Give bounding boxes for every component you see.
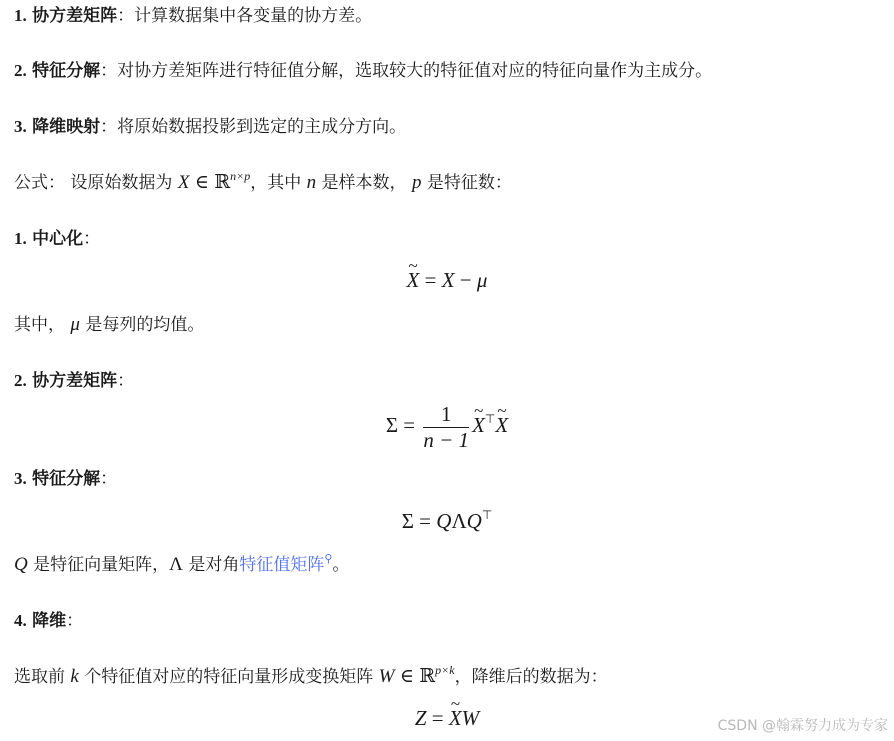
eq3-q: Q bbox=[436, 509, 452, 533]
step-3-number: 3. bbox=[14, 117, 27, 136]
eq3-lambda: Λ bbox=[451, 509, 467, 533]
eq2-sigma: Σ bbox=[385, 412, 399, 437]
math-n: n bbox=[306, 172, 317, 193]
section-1-heading bbox=[14, 227, 100, 251]
step-3-sep: ： bbox=[100, 117, 118, 137]
formula-intro-text-4: 是特征数： bbox=[426, 173, 512, 193]
watermark: CSDN @翰霖努力成为专家 bbox=[717, 718, 888, 734]
step-1-number: 1. bbox=[14, 6, 27, 25]
note-4-text-2: 个特征值对应的特征向量形成变换矩阵 bbox=[84, 667, 374, 687]
note-1-text-2: 是每列的均值。 bbox=[85, 315, 205, 335]
equation-centering bbox=[0, 268, 894, 293]
step-3 bbox=[14, 115, 406, 139]
note-4-text-1: 选取前 bbox=[14, 667, 65, 687]
note-3-text-3: 。 bbox=[332, 555, 350, 575]
section-2-heading bbox=[14, 369, 134, 393]
eq4-z: Z bbox=[414, 706, 427, 730]
math-mu: μ bbox=[70, 314, 80, 335]
note-3-text-2: 是对角 bbox=[188, 555, 240, 575]
math-w: W bbox=[378, 666, 395, 687]
step-3-title: 降维映射 bbox=[32, 117, 101, 137]
equation-eigen bbox=[0, 509, 894, 534]
section-4-number: 4. bbox=[14, 611, 27, 630]
step-2 bbox=[14, 59, 712, 83]
note-3-text-1: 是特征向量矩阵， bbox=[33, 555, 170, 575]
note-4-text-3: ，降维后的数据为： bbox=[454, 667, 608, 687]
math-dim: n×p bbox=[230, 169, 251, 183]
step-2-text: 对协方差矩阵进行特征值分解，选取较大的特征值对应的特征向量作为主成分。 bbox=[117, 61, 713, 81]
section-1-number: 1. bbox=[14, 229, 27, 248]
section-1-sep: ： bbox=[83, 229, 101, 249]
step-3-text: 将原始数据投影到选定的主成分方向。 bbox=[117, 117, 407, 137]
section-2-title: 协方差矩阵 bbox=[32, 371, 118, 391]
formula-intro-text-2: ，其中 bbox=[250, 173, 302, 193]
math-q: Q bbox=[14, 554, 28, 575]
math-lambda: Λ bbox=[169, 554, 183, 575]
step-1 bbox=[14, 4, 372, 28]
eq2-equals: = bbox=[403, 412, 416, 437]
eq3-sigma: Σ bbox=[401, 509, 414, 533]
eq1-minus: − bbox=[459, 268, 472, 292]
eq4-x: ~ X bbox=[449, 706, 462, 731]
math-real-2: ℝ bbox=[419, 666, 436, 687]
note-4 bbox=[14, 665, 608, 690]
step-1-title: 协方差矩阵 bbox=[32, 6, 118, 26]
section-4-title: 降维 bbox=[32, 611, 67, 631]
eq2-denominator: n − 1 bbox=[423, 428, 470, 452]
math-real: ℝ bbox=[214, 172, 231, 193]
math-p: p bbox=[411, 172, 422, 193]
section-1-title: 中心化 bbox=[32, 229, 84, 249]
formula-intro bbox=[14, 171, 512, 196]
eq4-w: W bbox=[461, 706, 480, 730]
eq2-transpose: ⊤ bbox=[484, 411, 496, 426]
section-3-sep: ： bbox=[100, 469, 118, 489]
eq2-fraction bbox=[423, 402, 469, 452]
eq1-mu: μ bbox=[476, 268, 488, 292]
eq2-x2: ~ X bbox=[495, 413, 508, 438]
equation-covariance bbox=[0, 402, 894, 452]
math-in-2: ∈ bbox=[399, 666, 414, 687]
section-4-heading bbox=[14, 609, 83, 633]
section-2-number: 2. bbox=[14, 371, 27, 390]
eq1-lhs: ~ X bbox=[407, 268, 420, 293]
formula-label: 公式： bbox=[14, 173, 65, 193]
eq3-equals: = bbox=[419, 509, 432, 533]
step-1-sep: ： bbox=[117, 6, 135, 26]
search-icon[interactable]: ⚲ bbox=[324, 552, 333, 565]
eq1-equals: = bbox=[424, 268, 437, 292]
eq2-numerator: 1 bbox=[423, 402, 469, 428]
math-in: ∈ bbox=[194, 172, 209, 193]
eq1-x: X bbox=[441, 268, 455, 292]
eq4-equals: = bbox=[431, 706, 444, 730]
section-2-sep: ： bbox=[117, 371, 135, 391]
step-1-text: 计算数据集中各变量的协方差。 bbox=[134, 6, 373, 26]
eq3-transpose: ⊤ bbox=[481, 508, 493, 522]
math-x: X bbox=[177, 172, 190, 193]
eq3-q2: Q bbox=[466, 509, 482, 533]
step-2-sep: ： bbox=[100, 61, 118, 81]
section-3-title: 特征分解 bbox=[32, 469, 101, 489]
note-3 bbox=[14, 553, 349, 579]
formula-intro-text-3: 是样本数， bbox=[321, 173, 407, 193]
formula-intro-text-1: 设原始数据为 bbox=[70, 173, 173, 193]
section-4-sep: ： bbox=[66, 611, 84, 631]
eigenvalue-matrix-link[interactable]: 特征值矩阵 bbox=[239, 555, 325, 575]
eq2-x1: ~ X bbox=[472, 413, 485, 438]
section-3-heading bbox=[14, 467, 117, 491]
step-2-number: 2. bbox=[14, 61, 27, 80]
step-2-title: 特征分解 bbox=[32, 61, 101, 81]
note-1-text-1: 其中， bbox=[14, 315, 65, 335]
note-1 bbox=[14, 313, 204, 337]
section-3-number: 3. bbox=[14, 469, 27, 488]
math-dim-2: p×k bbox=[435, 663, 455, 677]
math-k: k bbox=[70, 666, 79, 687]
